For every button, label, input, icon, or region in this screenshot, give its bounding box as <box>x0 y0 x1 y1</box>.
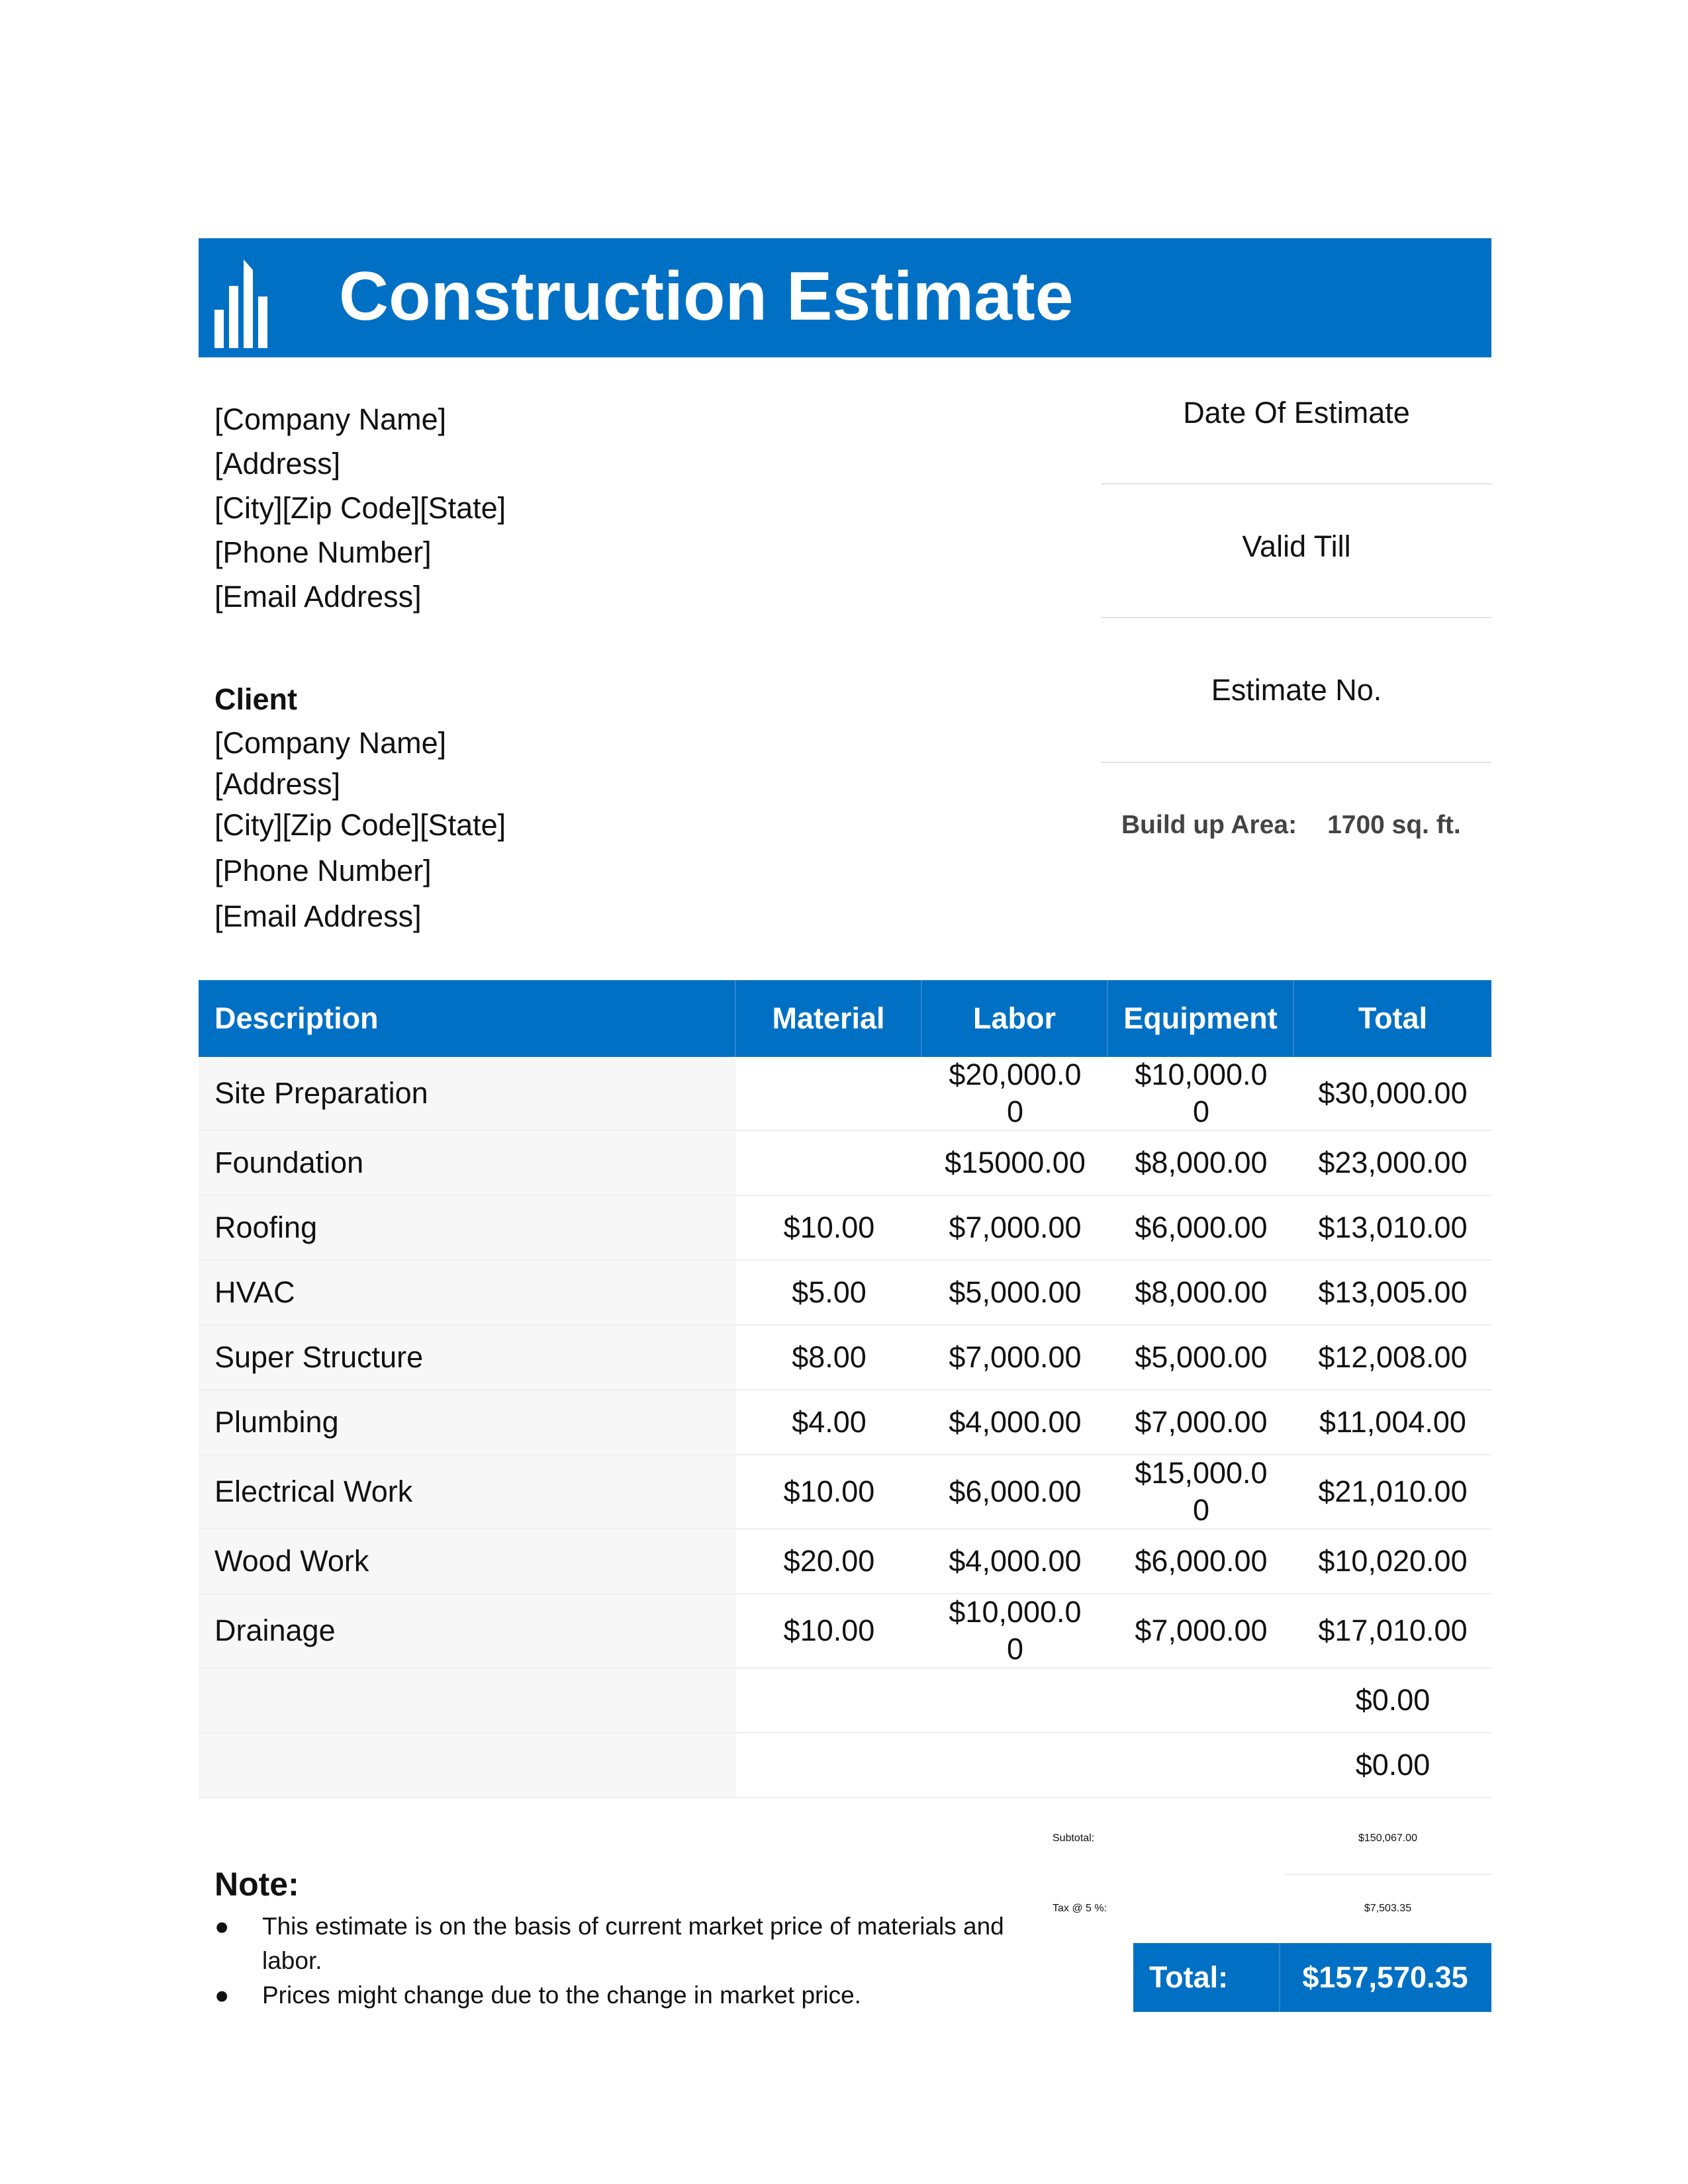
tax-value: $7,503.35 <box>1364 1903 1412 1914</box>
row-equipment: $10,000.00 <box>1135 1058 1268 1128</box>
divider <box>1102 762 1491 763</box>
table-row <box>199 1390 1491 1455</box>
buildup-value: 1700 sq. ft. <box>1327 811 1461 839</box>
column-header-description: Description <box>199 980 736 1057</box>
client-phone: [Phone Number] <box>214 854 432 887</box>
table-row <box>199 1529 1491 1594</box>
row-total: $30,000.00 <box>1318 1076 1468 1110</box>
column-header-equipment: Equipment <box>1108 980 1294 1057</box>
tax-row <box>1033 1876 1491 1942</box>
company-email: [Email Address] <box>214 580 422 614</box>
table-header <box>199 980 1491 1057</box>
estimate-no-label: Estimate No. <box>1211 673 1382 707</box>
row-labor: $4,000.00 <box>949 1544 1082 1578</box>
client-address: [Address] <box>214 767 341 801</box>
row-labor: $4,000.00 <box>949 1405 1082 1439</box>
row-description: HVAC <box>199 1261 736 1324</box>
row-material: $20.00 <box>783 1544 875 1578</box>
row-description: Roofing <box>199 1196 736 1259</box>
buildup-label: Build up Area: <box>1121 811 1297 839</box>
client-company-name: [Company Name] <box>214 726 447 760</box>
row-total: $0.00 <box>1355 1748 1430 1782</box>
row-description: Wood Work <box>199 1529 736 1593</box>
date-of-estimate-label: Date Of Estimate <box>1183 396 1410 430</box>
list-item <box>214 1909 1022 1978</box>
note-text: Prices might change due to the change in market price. <box>262 1981 861 2009</box>
column-header-labor: Labor <box>922 980 1108 1057</box>
divider <box>1102 617 1491 618</box>
row-material <box>736 1131 922 1195</box>
list-item <box>214 1978 1022 2013</box>
row-description: Site Preparation <box>199 1057 736 1130</box>
company-address: [Address] <box>214 447 341 480</box>
subtotal-row <box>1033 1805 1491 1872</box>
row-total: $23,000.00 <box>1318 1146 1468 1179</box>
row-equipment: $6,000.00 <box>1135 1544 1268 1578</box>
row-description: Electrical Work <box>199 1455 736 1528</box>
page-title: Construction Estimate <box>339 258 1074 335</box>
table-row <box>199 1196 1491 1261</box>
company-info <box>214 397 506 619</box>
row-description <box>199 1733 736 1797</box>
row-equipment: $7,000.00 <box>1135 1614 1268 1647</box>
row-equipment: $15,000.00 <box>1135 1456 1268 1527</box>
buildup-area <box>1121 811 1461 840</box>
client-email: [Email Address] <box>214 899 422 933</box>
row-labor: $5,000.00 <box>949 1275 1082 1309</box>
row-equipment: $8,000.00 <box>1135 1146 1268 1179</box>
row-material <box>736 1057 922 1130</box>
grand-total-row <box>1133 1943 1491 2012</box>
company-city: [City][Zip Code][State] <box>214 491 506 525</box>
row-labor: $7,000.00 <box>949 1340 1082 1374</box>
table-row <box>199 1594 1491 1668</box>
row-total: $13,010.00 <box>1318 1210 1468 1244</box>
bullet-icon: ● <box>214 1981 230 2009</box>
row-equipment: $6,000.00 <box>1135 1210 1268 1244</box>
client-info <box>214 721 506 938</box>
row-total: $0.00 <box>1355 1683 1430 1717</box>
row-labor: $15000.00 <box>945 1146 1086 1179</box>
row-material: $10.00 <box>783 1475 875 1508</box>
row-material: $5.00 <box>792 1275 867 1309</box>
note-heading: Note: <box>214 1866 299 1903</box>
divider <box>1284 1874 1491 1875</box>
row-description: Plumbing <box>199 1390 736 1454</box>
subtotal-value: $150,067.00 <box>1358 1833 1417 1844</box>
row-total: $21,010.00 <box>1318 1475 1468 1508</box>
row-equipment: $5,000.00 <box>1135 1340 1268 1374</box>
row-labor: $6,000.00 <box>949 1475 1082 1508</box>
company-phone: [Phone Number] <box>214 535 432 569</box>
row-description <box>199 1668 736 1732</box>
row-labor: $10,000.00 <box>949 1595 1082 1666</box>
row-material <box>736 1733 922 1797</box>
building-icon <box>212 244 278 349</box>
row-total: $12,008.00 <box>1318 1340 1468 1374</box>
row-labor: $7,000.00 <box>949 1210 1082 1244</box>
row-material: $10.00 <box>783 1614 875 1647</box>
table-row <box>199 1668 1491 1733</box>
bullet-icon: ● <box>214 1913 230 1940</box>
row-total: $11,004.00 <box>1319 1405 1466 1439</box>
column-header-total: Total <box>1358 1001 1428 1035</box>
total-value: $157,570.35 <box>1302 1960 1468 1994</box>
table-row <box>199 1326 1491 1390</box>
header-banner <box>199 238 1491 357</box>
estimate-table <box>199 980 1491 1798</box>
row-material: $8.00 <box>792 1340 867 1374</box>
table-row <box>199 1057 1491 1131</box>
client-city: [City][Zip Code][State] <box>214 808 506 842</box>
row-description: Foundation <box>199 1131 736 1195</box>
row-material: $4.00 <box>792 1405 867 1439</box>
row-material <box>736 1668 922 1732</box>
row-description: Super Structure <box>199 1326 736 1389</box>
total-label: Total: <box>1149 1960 1229 1994</box>
row-equipment <box>1108 1668 1294 1732</box>
table-row <box>199 1455 1491 1529</box>
table-row <box>199 1131 1491 1196</box>
table-row <box>199 1733 1491 1798</box>
subtotal-label: Subtotal: <box>1053 1833 1095 1844</box>
row-labor <box>922 1733 1108 1797</box>
row-equipment: $7,000.00 <box>1135 1405 1268 1439</box>
row-total: $17,010.00 <box>1318 1614 1468 1647</box>
row-total: $10,020.00 <box>1318 1544 1468 1578</box>
row-equipment: $8,000.00 <box>1135 1275 1268 1309</box>
company-name: [Company Name] <box>214 402 447 436</box>
tax-label: Tax @ 5 %: <box>1053 1903 1107 1914</box>
row-labor: $20,000.00 <box>949 1058 1082 1128</box>
table-row <box>199 1261 1491 1326</box>
valid-till-label: Valid Till <box>1242 529 1351 563</box>
row-total: $13,005.00 <box>1318 1275 1468 1309</box>
column-header-material: Material <box>736 980 922 1057</box>
row-labor <box>922 1668 1108 1732</box>
divider <box>1102 483 1491 484</box>
row-description: Drainage <box>199 1594 736 1667</box>
row-material: $10.00 <box>783 1210 875 1244</box>
client-heading: Client <box>214 682 298 716</box>
note-text: This estimate is on the basis of current market price of materials and labor. <box>262 1913 1004 1974</box>
row-equipment <box>1108 1733 1294 1797</box>
note-list <box>214 1909 1022 2013</box>
